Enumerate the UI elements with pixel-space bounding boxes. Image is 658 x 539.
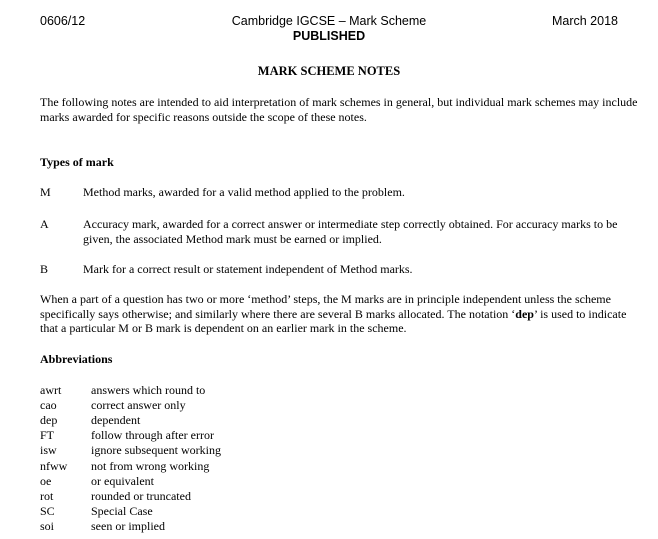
abbreviation-key: oe	[40, 473, 52, 488]
doc-code: 0606/12	[40, 14, 86, 28]
abbreviation-key: cao	[40, 398, 57, 413]
abbreviation-desc: correct answer only	[91, 398, 186, 413]
abbreviation-desc: not from wrong working	[91, 458, 210, 473]
doc-date: March 2018	[551, 14, 618, 28]
doc-header-title: Cambridge IGCSE – Mark Scheme	[231, 14, 427, 28]
page-title: MARK SCHEME NOTES	[257, 64, 401, 78]
abbreviation-desc: answers which round to	[91, 383, 206, 397]
abbreviation-key: SC	[40, 503, 55, 518]
published-label: PUBLISHED	[292, 29, 366, 43]
intro-paragraph: The following notes are intended to aid interpretation of mark schemes in general, but individual mark schemes may include marks awarded for specific reasons outside the scope of these notes.	[40, 95, 638, 124]
dep-paragraph	[40, 292, 640, 336]
mark-key: A	[40, 217, 49, 231]
abbreviation-desc: or equivalent	[91, 473, 154, 488]
abbreviation-desc: dependent	[91, 413, 141, 428]
abbreviation-desc: seen or implied	[91, 518, 165, 533]
abbreviation-desc: rounded or truncated	[91, 488, 191, 503]
abbreviation-desc: ignore subsequent working	[91, 443, 221, 458]
abbreviation-key: rot	[40, 488, 54, 503]
dep-text-before: When a part of a question has two or more ‘method’ steps, the M marks are in principle independent unless the scheme specifically says otherwise; and similarly where there are several B marks allocated. The notation ‘	[40, 292, 611, 321]
abbreviation-key: dep	[40, 413, 58, 428]
types-heading: Types of mark	[40, 155, 114, 169]
abbreviation-key: soi	[40, 518, 55, 533]
abbreviation-key: isw	[40, 443, 57, 458]
mark-key: M	[40, 185, 51, 199]
abbreviation-desc: Special Case	[91, 503, 153, 518]
mark-desc: Mark for a correct result or statement independent of Method marks.	[83, 262, 413, 276]
mark-key: B	[40, 262, 49, 276]
mark-desc: Accuracy mark, awarded for a correct answer or intermediate step correctly obtained. For accuracy marks to be given, the associated Method mark must be earned or implied.	[83, 217, 618, 246]
abbreviation-key: FT	[40, 428, 55, 443]
dep-notation: dep	[515, 306, 534, 321]
abbreviation-key: awrt	[40, 383, 62, 397]
dep-text-after: ’ is used to indicate that a particular M or B mark is dependent on an earlier mark in the scheme.	[40, 306, 627, 335]
mark-desc: Method marks, awarded for a valid method applied to the problem.	[83, 185, 405, 199]
abbreviation-desc: follow through after error	[91, 428, 214, 443]
abbreviation-key: nfww	[40, 458, 68, 473]
abbreviations-heading: Abbreviations	[40, 352, 113, 366]
